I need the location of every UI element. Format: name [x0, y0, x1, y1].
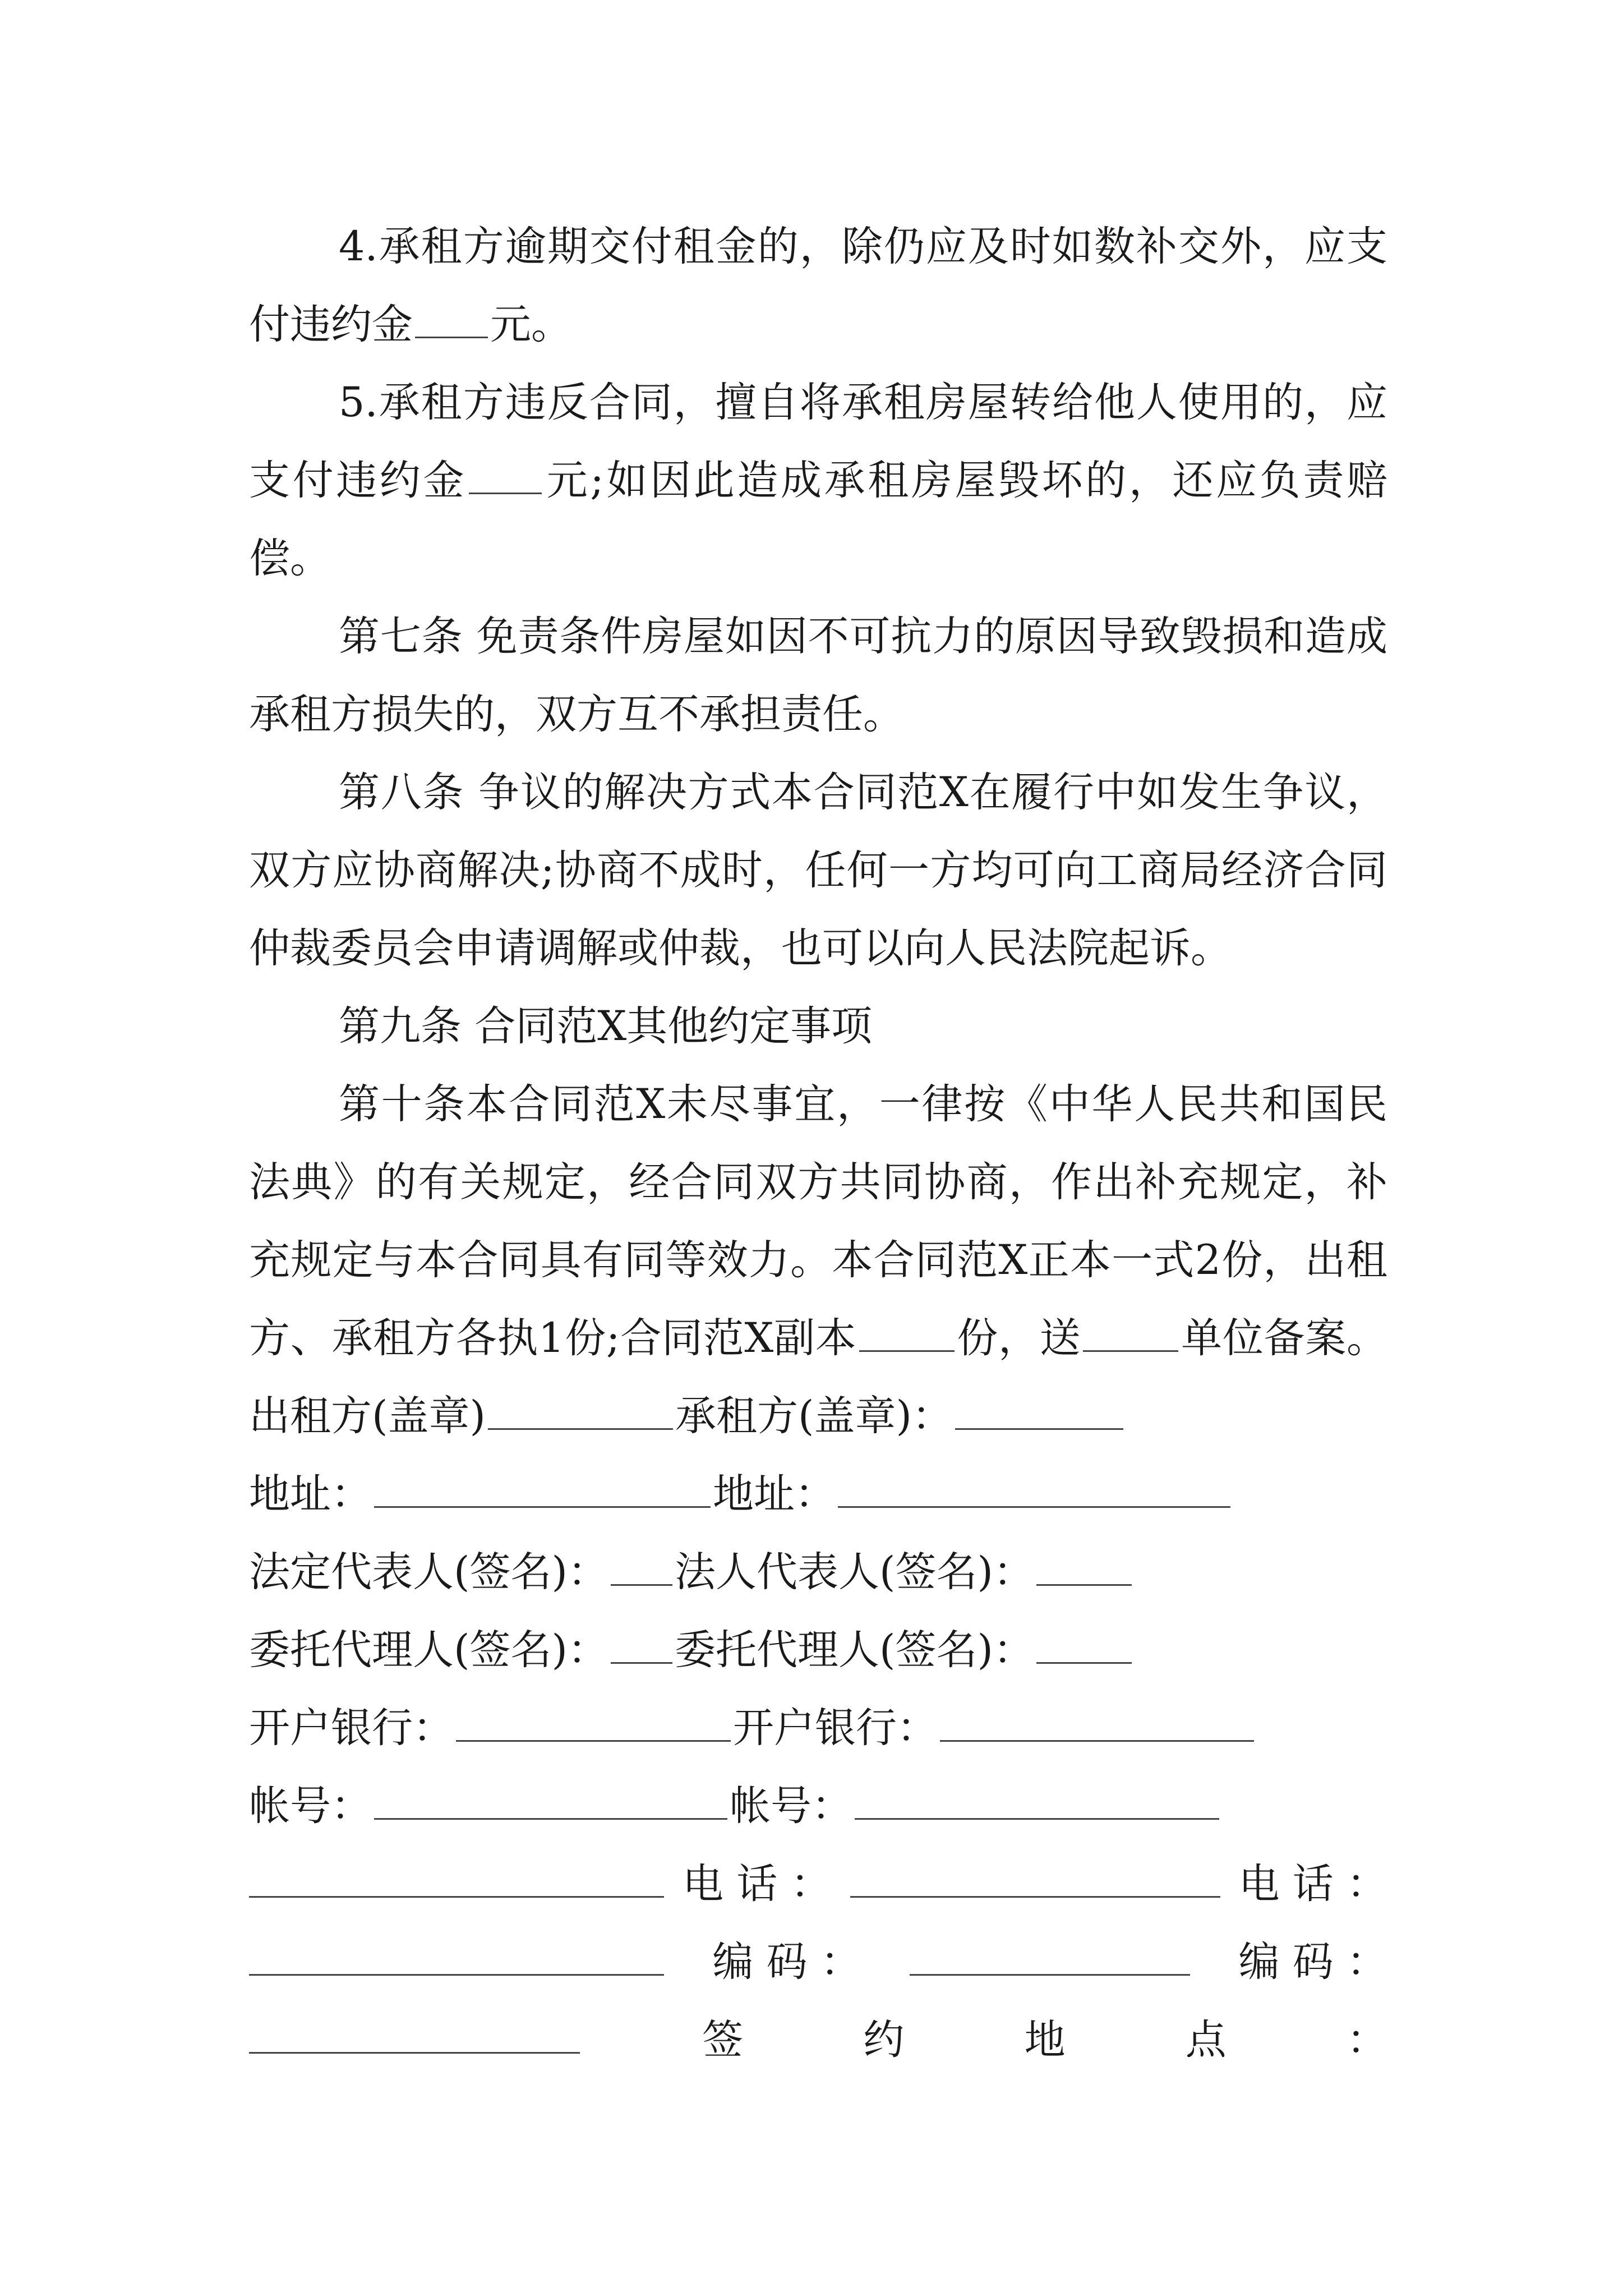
signing-place-char-4: 点 — [1185, 2016, 1227, 2064]
lessee-account-label: 帐号： — [730, 1782, 852, 1830]
clause-4 — [249, 208, 1387, 364]
lessee-agent-blank[interactable] — [1036, 1622, 1132, 1664]
lessee-bank-blank[interactable] — [940, 1700, 1254, 1742]
signing-place-char-1: 签 — [702, 2016, 744, 2064]
signing-place-row — [249, 2001, 1387, 2079]
bank-row — [249, 1689, 1387, 1767]
signing-place-char-3: 地 — [1024, 2016, 1066, 2064]
lessor-phone-blank[interactable] — [249, 1856, 664, 1898]
clause-4-text: 4.承租方逾期交付租金的，除仍应及时如数补交外，应支付违约金 — [249, 223, 1387, 348]
lessee-seal-label: 承租方(盖章)： — [675, 1392, 953, 1440]
lessee-legal-rep-label: 法人代表人(签名)： — [674, 1548, 1034, 1596]
lessor-agent-label: 委托代理人(签名)： — [249, 1626, 608, 1674]
lessor-account-blank[interactable] — [374, 1778, 727, 1820]
lessee-agent-label: 委托代理人(签名)： — [674, 1626, 1034, 1674]
lessor-seal-blank[interactable] — [488, 1388, 673, 1430]
lessor-address-blank[interactable] — [374, 1466, 711, 1508]
lessee-phone-blank[interactable] — [850, 1856, 1220, 1898]
lessee-legal-rep-blank[interactable] — [1036, 1544, 1132, 1586]
lessor-legal-rep-label: 法定代表人(签名)： — [249, 1548, 608, 1596]
clause-5 — [249, 364, 1387, 597]
clause-4-text-end: 元。 — [490, 301, 572, 348]
lessor-account-label: 帐号： — [249, 1782, 372, 1830]
clause-5-text-end: 元;如因此造成承租房屋毁坏的，还应负责赔偿。 — [249, 457, 1387, 582]
article-7: 第七条 免责条件房屋如因不可抗力的原因导致毁损和造成承租方损失的，双方互不承担责任。 — [249, 613, 1387, 738]
article-8: 第八条 争议的解决方式本合同范X在履行中如发生争议，双方应协商解决;协商不成时，任何一方均可向工商局经济合同仲裁委员会申请调解或仲裁，也可以向人民法院起诉。 — [249, 769, 1387, 972]
lessee-code-blank[interactable] — [910, 1934, 1190, 1976]
code-row — [249, 1923, 1387, 2001]
article-10 — [249, 1065, 1387, 1455]
lessor-legal-rep-blank[interactable] — [611, 1544, 672, 1586]
lessor-bank-blank[interactable] — [456, 1700, 731, 1742]
article-10-text: 第十条本合同范X未尽事宜，一律按《中华人民共和国民法典》的有关规定，经合同双方共同协商，作出补充规定，补充规定与本合同具有同等效力。本合同范X正本一式2份，出租方、承租方各执1份;合同范X副本 — [249, 1080, 1387, 1362]
filing-unit-blank[interactable] — [1083, 1310, 1178, 1352]
clause-5-text: 5.承租方违反合同，擅自将承租房屋转给他人使用的，应支付违约金 — [249, 379, 1387, 504]
article-10-filing: 单位备案。出租方(盖章) — [249, 1314, 1388, 1440]
lessor-code-blank[interactable] — [249, 1934, 664, 1976]
address-row — [249, 1455, 1387, 1533]
legal-rep-row — [249, 1533, 1387, 1611]
penalty-blank-1[interactable] — [415, 296, 488, 338]
signing-place-blank[interactable] — [249, 2012, 580, 2054]
article-9: 第九条 合同范X其他约定事项 — [339, 1002, 873, 1050]
lessee-seal-blank[interactable] — [955, 1388, 1123, 1430]
lessor-code-label: 编 码 ： — [712, 1938, 861, 1986]
agent-row — [249, 1611, 1387, 1689]
lessor-agent-blank[interactable] — [611, 1622, 672, 1664]
signing-place-char-2: 约 — [863, 2016, 905, 2064]
signing-place-colon: ： — [1346, 2016, 1387, 2064]
phone-row — [249, 1845, 1387, 1923]
lessor-phone-label: 电 话 ： — [683, 1860, 832, 1908]
penalty-blank-2[interactable] — [469, 452, 542, 494]
lessee-account-blank[interactable] — [855, 1778, 1219, 1820]
lessee-address-blank[interactable] — [838, 1466, 1230, 1508]
lessor-bank-label: 开户银行： — [249, 1704, 454, 1752]
lessee-phone-label: 电 话 ： — [1238, 1860, 1387, 1908]
article-10-copies: 份，送 — [956, 1314, 1081, 1362]
lessor-address-label: 地址： — [249, 1470, 372, 1518]
contract-body — [249, 208, 1387, 2079]
lessee-address-label: 地址： — [713, 1470, 836, 1518]
lessee-code-label: 编 码 ： — [1238, 1938, 1387, 1986]
lessee-bank-label: 开户银行： — [733, 1704, 938, 1752]
account-row — [249, 1767, 1387, 1845]
copies-blank[interactable] — [859, 1310, 955, 1352]
